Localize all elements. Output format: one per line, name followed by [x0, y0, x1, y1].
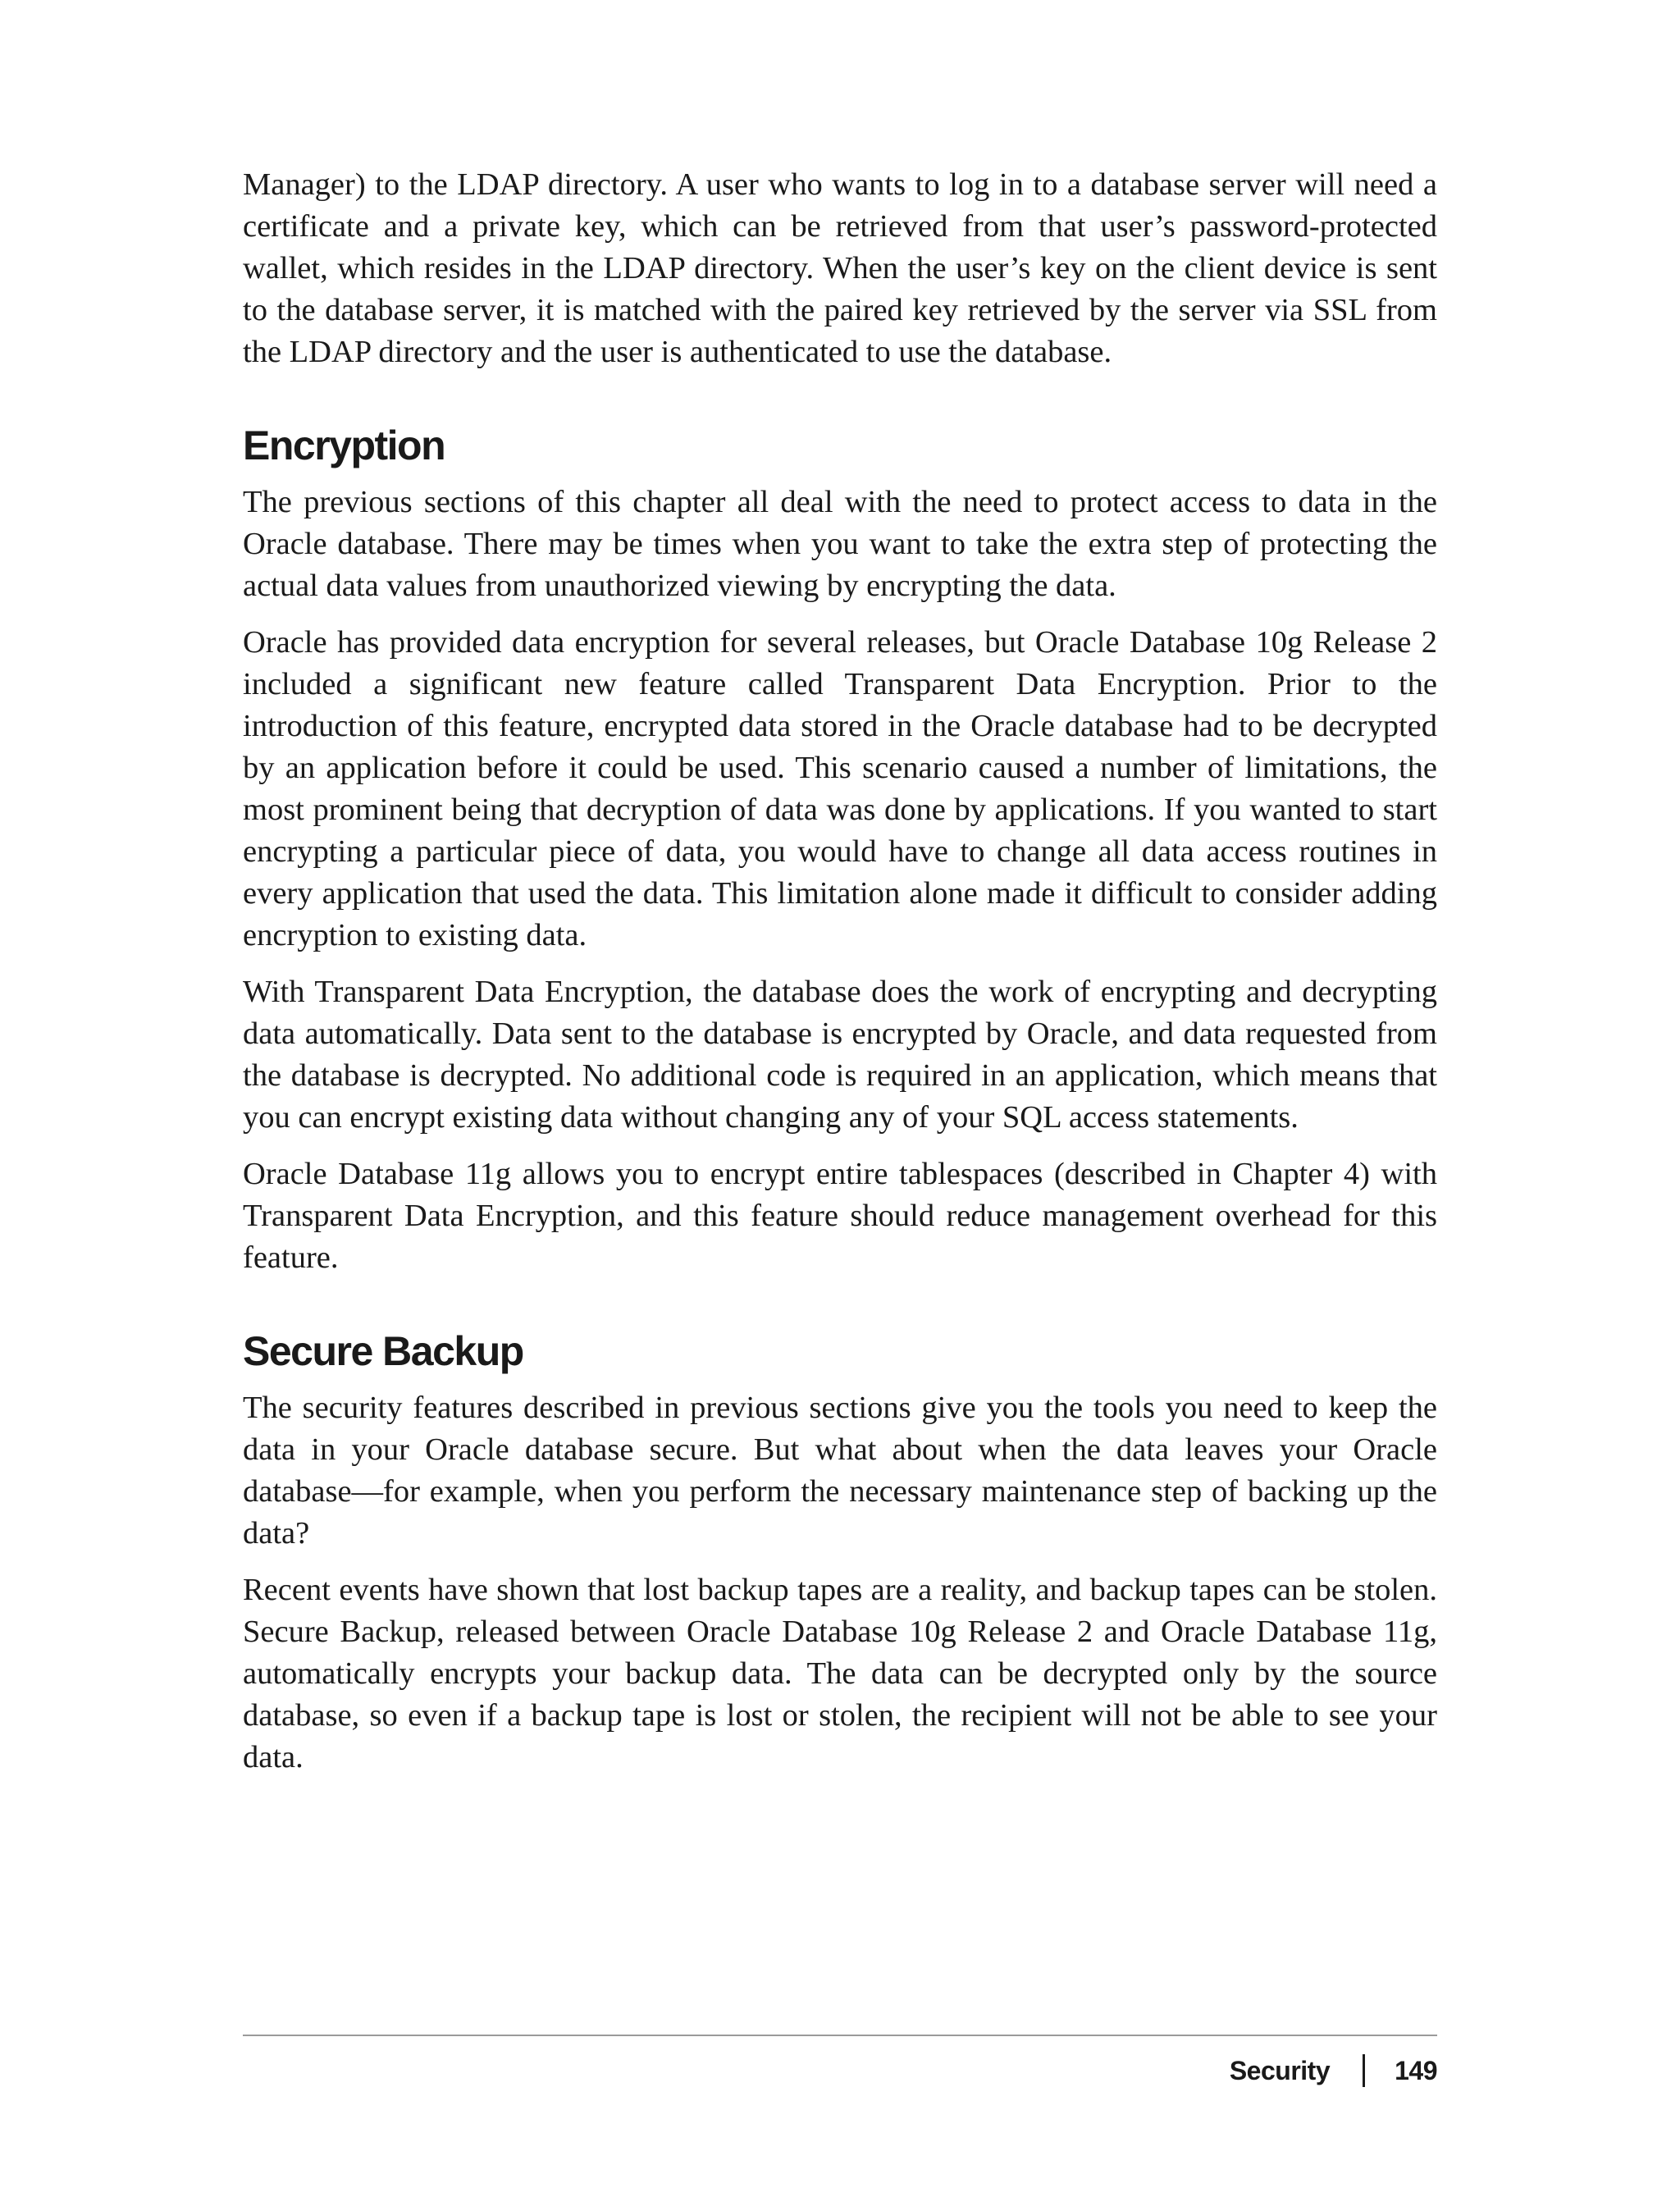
footer-running-head — [1230, 2054, 1437, 2087]
secure-backup-paragraph-2: Recent events have shown that lost backup tapes are a reality, and backup tapes can be stolen. Secure Backup, released between Oracle Database 10g Release 2 and Oracle Database 11g, automatically encrypts your backup data. The data can be decrypted only by the source database, so even if a backup tape is lost or stolen, the recipient will not be able to see your data. — [243, 1573, 1437, 1774]
section-heading-encryption: Encryption — [243, 422, 445, 468]
encryption-paragraph-1: The previous sections of this chapter all deal with the need to protect access to data in the Oracle database. There may be times when you want to take the extra step of protecting the actual data values from unauthorized viewing by encrypting the data. — [243, 485, 1437, 603]
footer-separator — [1363, 2054, 1365, 2087]
intro-paragraph: Manager) to the LDAP directory. A user who wants to log in to a database server will need a certificate and a private key, which can be retrieved from that user’s password-protected wallet, which resides in the LDAP directory. When the user’s key on the client device is sent to the database server, it is matched with the paired key retrieved by the server via SSL from the LDAP directory and the user is authenticated to use the database. — [243, 167, 1437, 369]
encryption-paragraph-2: Oracle has provided data encryption for several releases, but Oracle Database 10g Release 2 included a significant new feature called Transparent Data Encryption. Prior to the introduction of this feature, encrypted data stored in the Oracle database had to be decrypted by an application before it could be used. This scenario caused a number of limitations, the most prominent being that decryption of data was done by applications. If you wanted to start encrypting a particular piece of data, you would have to change all data access routines in every application that used the data. This limitation alone made it difficult to consider adding encryption to existing data. — [243, 625, 1437, 952]
page-body — [243, 164, 1437, 1793]
encryption-paragraph-3: With Transparent Data Encryption, the database does the work of encrypting and decrypting data automatically. Data sent to the database is encrypted by Oracle, and data requested from the database is decrypted. No additional code is required in an application, which means that you can encrypt existing data without changing any of your SQL access statements. — [243, 975, 1437, 1135]
footer-chapter-title: Security — [1229, 2055, 1331, 2085]
encryption-paragraph-4: Oracle Database 11g allows you to encrypt entire tablespaces (described in Chapter 4) with Transparent Data Encryption, and this feature should reduce management overhead for this feature. — [243, 1157, 1437, 1275]
page-footer — [243, 2035, 1437, 2094]
secure-backup-paragraph-1: The security features described in previous sections give you the tools you need to keep the data in your Oracle database secure. But what about when the data leaves your Oracle database—for example, when you perform the necessary maintenance step of backing up the data? — [243, 1391, 1437, 1551]
section-heading-secure-backup: Secure Backup — [243, 1328, 523, 1374]
footer-page-number: 149 — [1395, 2055, 1437, 2085]
